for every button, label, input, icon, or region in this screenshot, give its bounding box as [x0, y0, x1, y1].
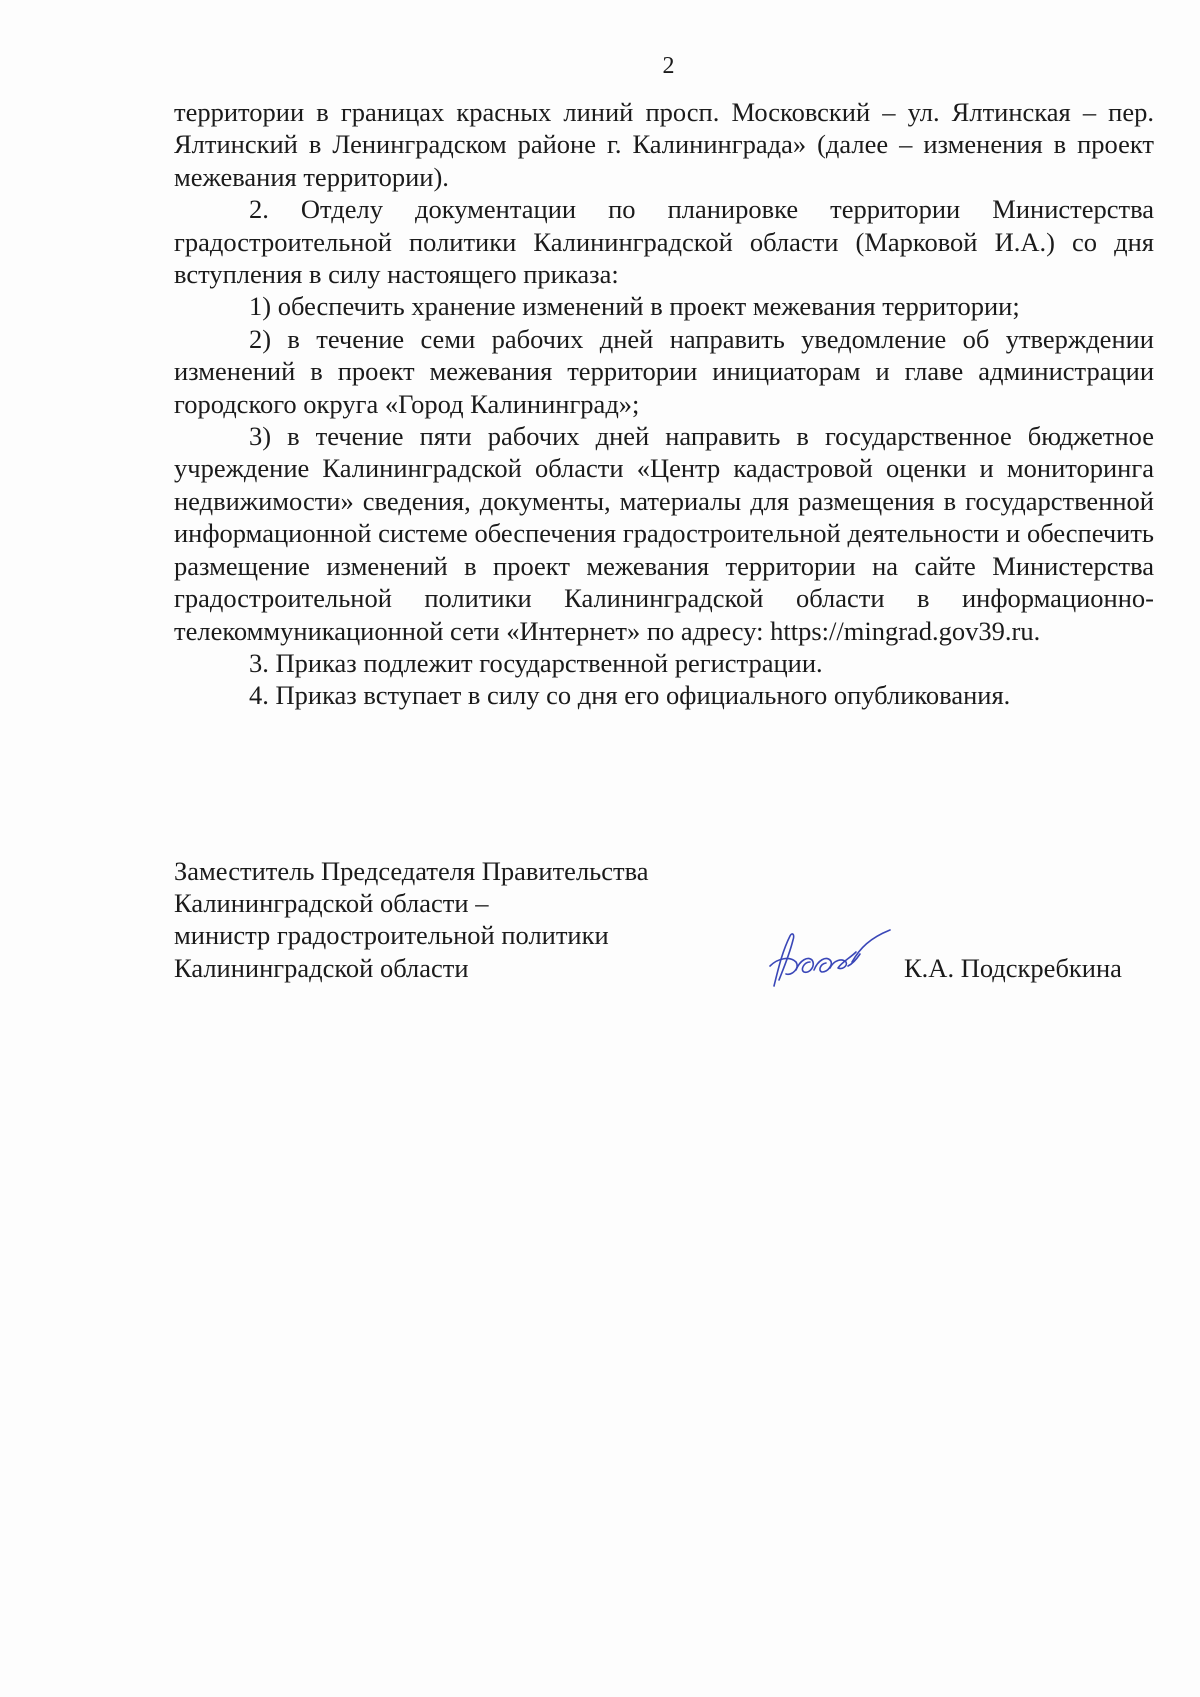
- handwritten-signature: [764, 922, 894, 990]
- paragraph-continuation: территории в границах красных линий просп. Московский – ул. Ялтинская – пер. Ялтинский в Ленинградском районе г. Калининграда» (далее – изменения в проект межевания территории).: [174, 97, 1154, 192]
- paragraph-item-3: 3. Приказ подлежит государственной регистрации.: [249, 647, 823, 678]
- document-body: [174, 96, 1154, 712]
- paragraph-item-2: 2. Отделу документации по планировке территории Министерства градостроительной политики Калининградской области (Марковой И.А.) со дня вступления в силу настоящего приказа:: [174, 194, 1154, 290]
- signatory-position-line: Калининградской области: [174, 952, 469, 983]
- page-number: 2: [662, 53, 675, 79]
- paragraph-item-4: 4. Приказ вступает в силу со дня его официального опубликования.: [249, 680, 1011, 711]
- signatory-position: [174, 855, 649, 984]
- paragraph-subitem-1: 1) обеспечить хранение изменений в проект межевания территории;: [249, 291, 1020, 322]
- paragraph-subitem-2: 2) в течение семи рабочих дней направить уведомление об утверждении изменений в проект межевания территории инициаторам и главе администрации городского округа «Город Калининград»;: [174, 323, 1154, 419]
- signatory-position-line: министр градостроительной политики: [174, 920, 609, 951]
- signer-name: К.А. Подскребкина: [904, 953, 1122, 983]
- signatory-position-line: Калининградской области –: [174, 888, 489, 919]
- signatory-position-line: Заместитель Председателя Правительства: [174, 856, 649, 886]
- paragraph-subitem-3: 3) в течение пяти рабочих дней направить в государственное бюджетное учреждение Калининградской области «Центр кадастровой оценки и мониторинга недвижимости» сведения, документы, материалы для размещения в государственной информационной системе обеспечения градостроительной деятельности и обеспечить размещение изменений в проект межевания территории на сайте Министерства градостроительной политики Калининградской области в информационно-телекоммуникационной сети «Интернет» по адресу: https://mingrad.gov39.ru.: [174, 421, 1154, 646]
